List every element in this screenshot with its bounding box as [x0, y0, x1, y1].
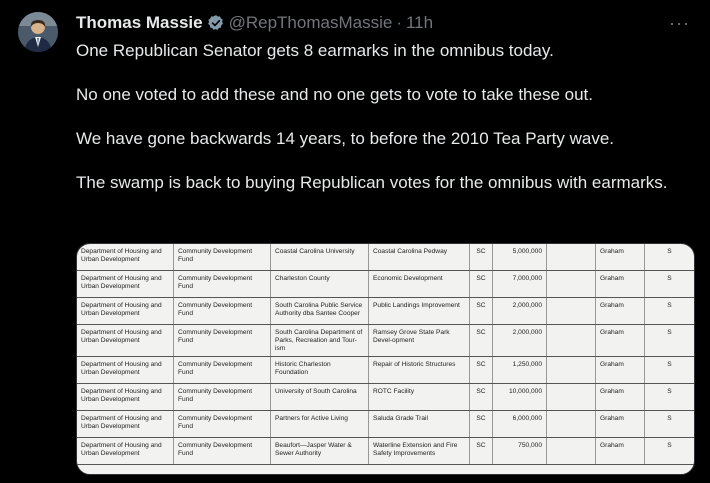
table-row — [77, 244, 694, 271]
cell-project: Saluda Grade Trail — [369, 411, 470, 438]
cell-account: Community Development Fund — [174, 384, 271, 411]
tweet-text — [76, 40, 676, 216]
cell-account: Community Development Fund — [174, 438, 271, 465]
cell-blank — [547, 271, 596, 298]
cell-state: SC — [470, 411, 493, 438]
dot-separator: · — [396, 13, 402, 32]
cell-agency: Department of Housing and Urban Development — [77, 271, 174, 298]
cell-blank — [547, 438, 596, 465]
cell-blank — [547, 244, 596, 271]
cell-origination: S — [645, 271, 695, 298]
cell-blank — [547, 384, 596, 411]
cell-account: Community Development Fund — [174, 298, 271, 325]
cell-member: Graham — [596, 271, 645, 298]
cell-account: Community Development Fund — [174, 325, 271, 357]
table-row — [77, 411, 694, 438]
tweet-header — [76, 12, 690, 34]
cell-account: Community Development Fund — [174, 357, 271, 384]
cell-recipient: Charleston County — [271, 271, 369, 298]
cell-member: Graham — [596, 325, 645, 357]
cell-amount: 2,000,000 — [493, 325, 547, 357]
cell-origination: S — [645, 325, 695, 357]
tweet-paragraph: We have gone backwards 14 years, to before the 2010 Tea Party wave. — [76, 129, 615, 148]
cell-agency: Department of Housing and Urban Development — [77, 244, 174, 271]
table-row — [77, 271, 694, 298]
cell-amount: 5,000,000 — [493, 244, 547, 271]
cell-account: Community Development Fund — [174, 411, 271, 438]
cell-blank — [547, 298, 596, 325]
attached-image[interactable] — [76, 243, 695, 475]
cell-recipient: Partners for Active Living — [271, 411, 369, 438]
cell-recipient: Coastal Carolina University — [271, 244, 369, 271]
cell-member: Graham — [596, 244, 645, 271]
cell-agency: Department of Housing and Urban Development — [77, 357, 174, 384]
cell-project: ROTC Facility — [369, 384, 470, 411]
cell-state: SC — [470, 271, 493, 298]
cell-member: Graham — [596, 298, 645, 325]
cell-recipient: Beaufort—Jasper Water & Sewer Authority — [271, 438, 369, 465]
cell-recipient: University of South Carolina — [271, 384, 369, 411]
cell-state: SC — [470, 298, 493, 325]
author-handle[interactable]: @RepThomasMassie — [228, 13, 393, 32]
cell-agency: Department of Housing and Urban Development — [77, 411, 174, 438]
cell-project: Ramsey Grove State Park Devel-opment — [369, 325, 470, 357]
cell-recipient: South Carolina Department of Parks, Recreation and Tour-ism — [271, 325, 369, 357]
cell-amount: 2,000,000 — [493, 298, 547, 325]
cell-account: Community Development Fund — [174, 244, 271, 271]
more-options-icon[interactable]: ··· — [669, 13, 690, 33]
cell-agency: Department of Housing and Urban Development — [77, 384, 174, 411]
cell-member: Graham — [596, 384, 645, 411]
cell-origination: S — [645, 357, 695, 384]
table-row — [77, 298, 694, 325]
cell-recipient: South Carolina Public Service Authority dba Santee Cooper — [271, 298, 369, 325]
cell-project: Coastal Carolina Pedway — [369, 244, 470, 271]
cell-amount: 7,000,000 — [493, 271, 547, 298]
earmark-table — [77, 244, 694, 465]
author-name[interactable]: Thomas Massie — [76, 13, 203, 32]
cell-origination: S — [645, 244, 695, 271]
cell-project: Waterline Extension and Fire Safety Improvements — [369, 438, 470, 465]
cell-state: SC — [470, 438, 493, 465]
timestamp[interactable]: 11h — [405, 13, 434, 32]
cell-amount: 10,000,000 — [493, 384, 547, 411]
cell-member: Graham — [596, 357, 645, 384]
cell-account: Community Development Fund — [174, 271, 271, 298]
table-row — [77, 384, 694, 411]
cell-blank — [547, 357, 596, 384]
tweet-paragraph: One Republican Senator gets 8 earmarks in the omnibus today. — [76, 41, 554, 60]
cell-state: SC — [470, 325, 493, 357]
table-row — [77, 438, 694, 465]
tweet-paragraph: No one voted to add these and no one gets to vote to take these out. — [76, 85, 593, 104]
cell-origination: S — [645, 438, 695, 465]
profile-photo — [18, 12, 58, 52]
verified-badge-icon — [207, 14, 225, 32]
cell-origination: S — [645, 411, 695, 438]
tweet-paragraph: The swamp is back to buying Republican votes for the omnibus with earmarks. — [76, 173, 668, 192]
cell-origination: S — [645, 384, 695, 411]
cell-recipient: Historic Charleston Foundation — [271, 357, 369, 384]
cell-agency: Department of Housing and Urban Development — [77, 298, 174, 325]
cell-blank — [547, 411, 596, 438]
cell-state: SC — [470, 244, 493, 271]
cell-state: SC — [470, 384, 493, 411]
cell-amount: 1,250,000 — [493, 357, 547, 384]
cell-state: SC — [470, 357, 493, 384]
cell-project: Economic Development — [369, 271, 470, 298]
cell-agency: Department of Housing and Urban Development — [77, 438, 174, 465]
cell-amount: 750,000 — [493, 438, 547, 465]
cell-amount: 6,000,000 — [493, 411, 547, 438]
cell-blank — [547, 325, 596, 357]
cell-origination: S — [645, 298, 695, 325]
cell-agency: Department of Housing and Urban Development — [77, 325, 174, 357]
avatar[interactable] — [18, 12, 58, 52]
table-row — [77, 357, 694, 384]
cell-member: Graham — [596, 411, 645, 438]
cell-project: Repair of Historic Structures — [369, 357, 470, 384]
table-row — [77, 325, 694, 357]
cell-member: Graham — [596, 438, 645, 465]
cell-project: Public Landings Improvement — [369, 298, 470, 325]
